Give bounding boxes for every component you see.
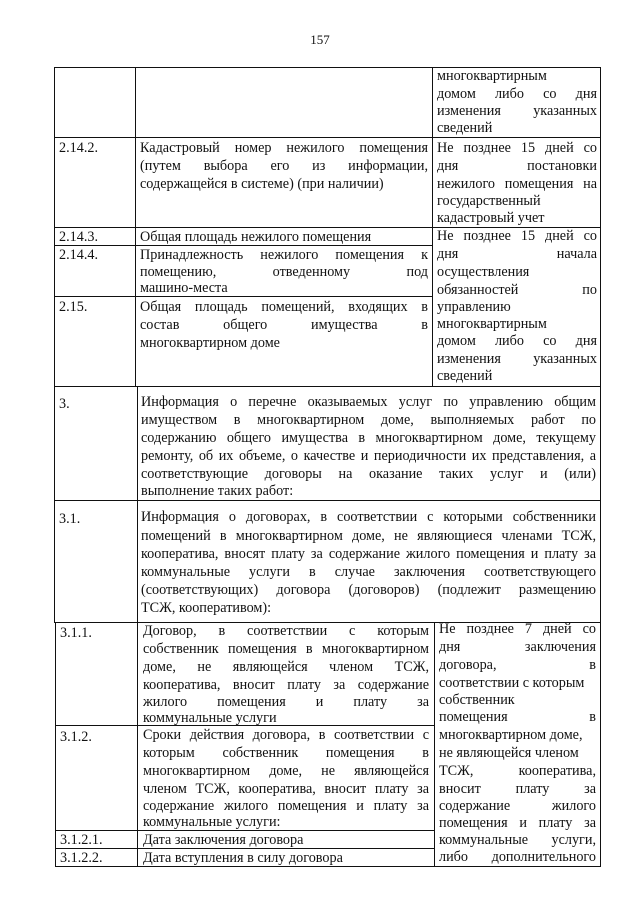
deadline-cell-line: изменения указанных [437, 351, 597, 367]
deadline-cell-line: нежилого помещения на [437, 176, 597, 192]
item-description-line: жилого помещения и плату за [143, 694, 429, 710]
item-number: 3.1.2.1. [60, 832, 103, 848]
item-description-line: содержание жилого помещения и плату за [143, 798, 429, 814]
item-description-line: коммунальные услуги [143, 710, 277, 726]
deadline-cell-line: дня постановки [437, 158, 597, 174]
deadline-cell-line: обязанностей по [437, 282, 597, 298]
item-description-line: машино-места [140, 280, 228, 296]
page-number: 157 [310, 32, 330, 47]
item-description-line: Сроки действия договора, в соответствии с [143, 727, 429, 743]
deadline-cell-line: кадастровый учет [437, 210, 545, 226]
deadline-cell-line: сведений [437, 120, 493, 136]
item-number: 3.1.1. [60, 625, 92, 641]
deadline-cell-line: государственный [437, 193, 541, 209]
item-number: 2.14.2. [59, 140, 99, 156]
item-number: 3. [59, 396, 70, 412]
item-description-line: многоквартирном доме [140, 335, 280, 351]
deadline-cell-line: договора, в [439, 657, 596, 673]
item-description-line: Общая площадь нежилого помещения [140, 229, 372, 245]
item-description-line: Общая площадь помещений, входящих в [140, 299, 428, 315]
row-border [54, 386, 601, 387]
item-description-line: Дата вступления в силу договора [143, 850, 343, 866]
item-number: 2.15. [59, 299, 88, 315]
item-description-line: собственник помещения в многоквартирном [143, 641, 429, 657]
item-description-line: (путем выбора его из информации, [140, 158, 428, 174]
item-description-line: коммунальные услуги: [143, 814, 281, 830]
item-description-line: ТСЖ, кооперативом): [141, 600, 272, 616]
deadline-cell-line: либо дополнительного [439, 849, 596, 865]
item-description-line: состав общего имущества в [140, 317, 428, 333]
deadline-cell-line: коммунальные услуги, [439, 832, 596, 848]
deadline-cell-line: ТСЖ, кооператива, [439, 763, 596, 779]
item-number: 2.14.3. [59, 229, 99, 245]
deadline-cell-line: собственник [439, 692, 515, 708]
table-border-left [54, 386, 55, 622]
row-border [54, 500, 601, 501]
deadline-cell-line: помещения и плату за [439, 815, 596, 831]
item-number: 2.14.4. [59, 247, 99, 263]
deadline-cell-line: многоквартирном доме, [439, 727, 583, 743]
deadline-cell-line: многоквартирным [437, 316, 547, 332]
item-description-line: кооператива, вносит плату за содержание [143, 677, 429, 693]
item-description-line: помещений в многоквартирном доме, не являющиеся членами ТСЖ, [141, 528, 596, 544]
item-description-line: многоквартирном доме, не являющейся [143, 763, 429, 779]
item-number: 3.1.2. [60, 729, 92, 745]
deadline-cell-line: многоквартирным [437, 68, 547, 84]
item-number: 3.1. [59, 511, 81, 527]
deadline-cell-line: домом либо со дня [437, 86, 597, 102]
deadline-cell-line: домом либо со дня [437, 333, 597, 349]
item-description-line: Договор, в соответствии с которым [143, 623, 429, 639]
item-description-line: кооператива, вносят плату за содержание жилого помещения и плату за [141, 546, 596, 562]
item-description-line: Информация о договорах, в соответствии с которыми собственники [141, 509, 596, 525]
deadline-cell-line: дня заключения [439, 639, 596, 655]
deadline-cell-line: содержание жилого [439, 798, 596, 814]
deadline-cell-line: управлению [437, 299, 511, 315]
deadline-cell-line: сведений [437, 368, 493, 384]
item-description-line: Принадлежность нежилого помещения к [140, 247, 428, 263]
deadline-cell-line: вносит плату за [439, 781, 596, 797]
item-description-line: содержащейся в системе) (при наличии) [140, 176, 384, 192]
deadline-cell-line: не являющейся членом [439, 745, 579, 761]
item-description-line: имуществом в многоквартирном доме, выполняемых работ по [141, 412, 596, 428]
item-description-line: доме, не являющейся членом ТСЖ, [143, 659, 429, 675]
item-description-line: (соответствующих) договора (договоров) (подлежит размещению [141, 582, 596, 598]
deadline-cell-line: Не позднее 15 дней со [437, 228, 597, 244]
row-border [54, 137, 601, 138]
item-description-line: которым собственник помещения в [143, 745, 429, 761]
item-description-line: Дата заключения договора [143, 832, 304, 848]
item-description-line: помещению, отведенному под [140, 264, 428, 280]
item-description-line: членом ТСЖ, кооператива, вносит плату за [143, 781, 429, 797]
deadline-cell-line: Не позднее 7 дней со [439, 621, 596, 637]
item-description-line: соответствующие договоры на оказание таких услуг и (или) [141, 466, 596, 482]
deadline-cell-line: дня начала [437, 246, 597, 262]
row-border [54, 296, 433, 297]
deadline-cell-line: изменения указанных [437, 103, 597, 119]
table-border-right [600, 622, 601, 867]
deadline-cell-line: осуществления [437, 264, 530, 280]
item-description-line: содержанию общего имущества в многоквартирном доме, текущему [141, 430, 596, 446]
item-description-line: Информация о перечне оказываемых услуг по управлению общим [141, 394, 596, 410]
deadline-cell-line: помещения в [439, 709, 596, 725]
item-number: 3.1.2.2. [60, 850, 103, 866]
item-description-line: ремонту, об их объеме, о качестве и периодичности их представления, а [141, 448, 596, 464]
deadline-cell-line: соответствии с которым [439, 675, 585, 691]
item-description-line: Кадастровый номер нежилого помещения [140, 140, 428, 156]
item-description-line: коммунальные услуги в случае заключения соответствующего [141, 564, 596, 580]
table-border-right [600, 386, 601, 622]
col-divider-1 [137, 386, 138, 622]
deadline-cell-line: Не позднее 15 дней со [437, 140, 597, 156]
item-description-line: выполнение таких работ: [141, 483, 294, 499]
